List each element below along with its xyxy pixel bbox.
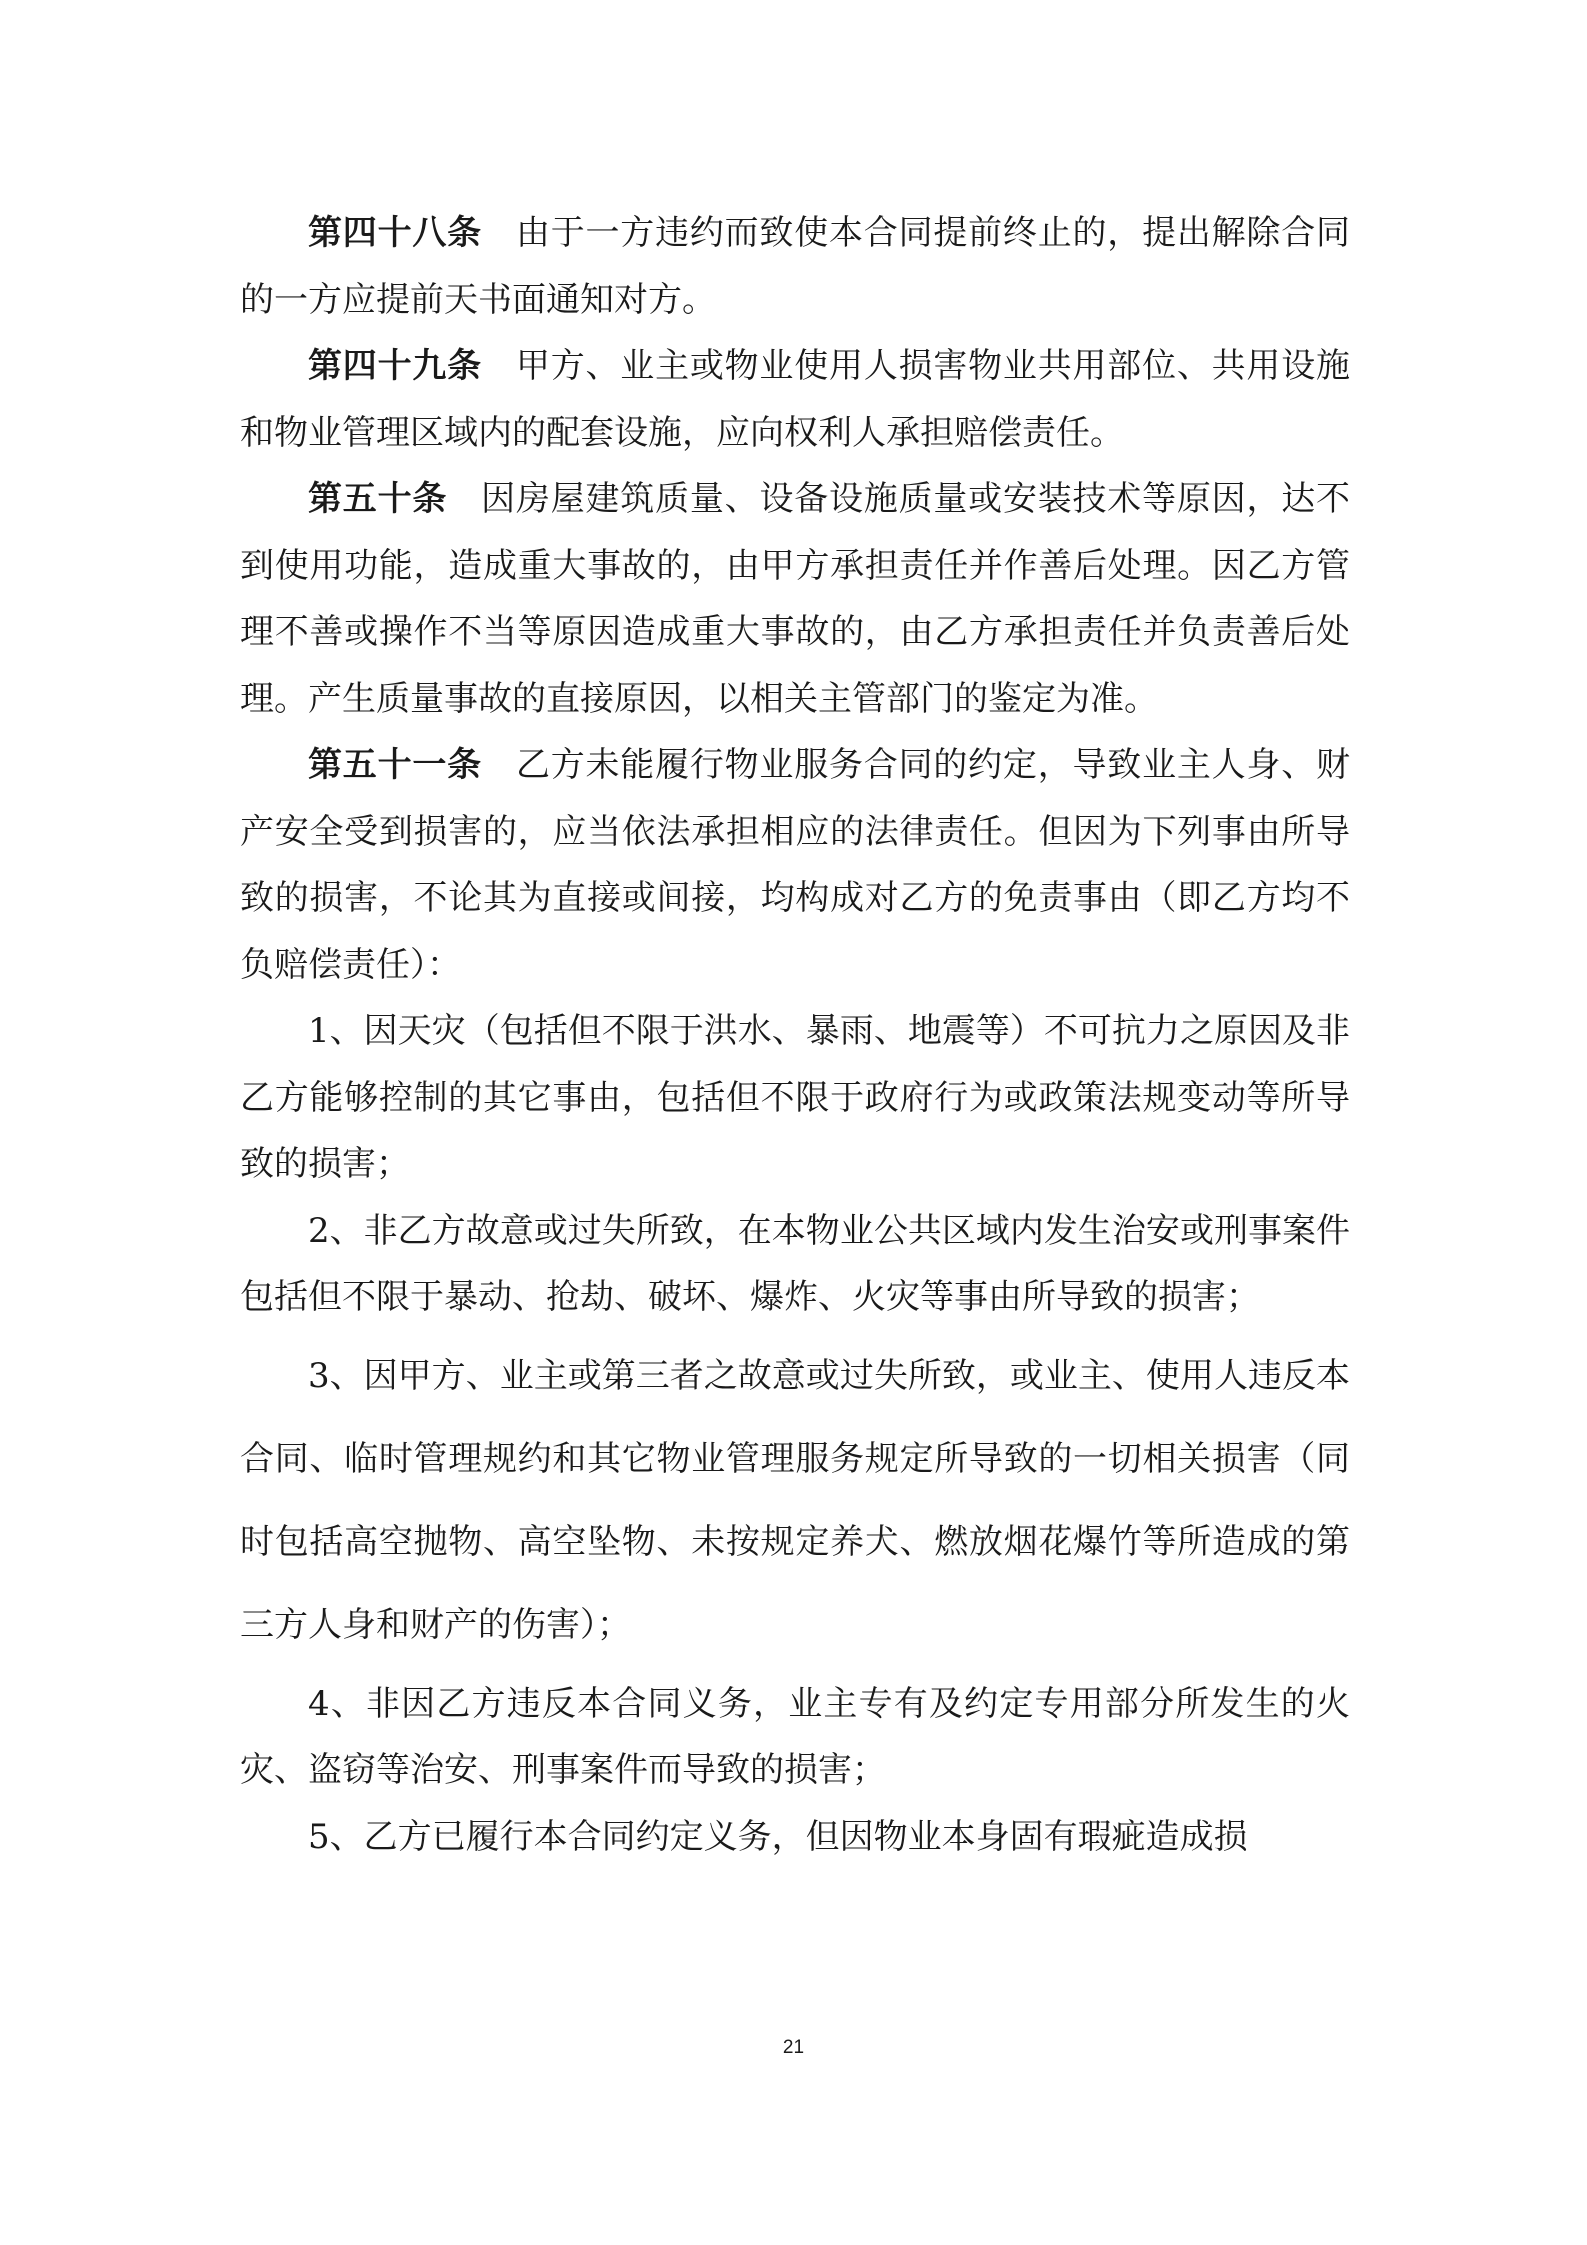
list-item-4: 4、非因乙方违反本合同义务，业主专有及约定专用部分所发生的火灾、盗窃等治安、刑事案件而导致的损害； — [240, 1683, 1350, 1790]
list-item-5: 5、乙方已履行本合同约定义务，但因物业本身固有瑕疵造成损 — [308, 1816, 1248, 1857]
list-item-1: 1、因天灾（包括但不限于洪水、暴雨、地震等）不可抗力之原因及非乙方能够控制的其它事由，包括但不限于政府行为或政策法规变动等所导致的损害； — [240, 1011, 1350, 1184]
article-51-text: 乙方未能履行物业服务合同的约定，导致业主人身、财产安全受到损害的，应当依法承担相应的法律责任。但因为下列事由所导致的损害，不论其为直接或间接，均构成对乙方的免责事由（即乙方均不负赔偿责任）： — [240, 745, 1351, 985]
document-body — [240, 200, 1350, 1870]
article-49-heading: 第四十九条 — [308, 346, 482, 386]
list-item-3: 3、因甲方、业主或第三者之故意或过失所致，或业主、使用人违反本合同、临时管理规约和其它物业管理服务规定所导致的一切相关损害（同时包括高空抛物、高空坠物、未按规定养犬、燃放烟花爆竹等所造成的第三方人身和财产的伤害）； — [240, 1355, 1350, 1645]
article-49-paragraph — [240, 333, 1350, 466]
article-48-paragraph — [240, 200, 1350, 333]
article-51-heading: 第五十一条 — [308, 745, 482, 785]
article-49-text: 甲方、业主或物业使用人损害物业共用部位、共用设施和物业管理区域内的配套设施，应向权利人承担赔偿责任。 — [240, 346, 1351, 453]
article-50-text: 因房屋建筑质量、设备设施质量或安装技术等原因，达不到使用功能，造成重大事故的，由甲方承担责任并作善后处理。因乙方管理不善或操作不当等原因造成重大事故的，由乙方承担责任并负责善后处理。产生质量事故的直接原因，以相关主管部门的鉴定为准。 — [240, 479, 1351, 719]
article-48-text: 由于一方违约而致使本合同提前终止的，提出解除合同的一方应提前天书面通知对方。 — [240, 213, 1351, 320]
list-item-2: 2、非乙方故意或过失所致，在本物业公共区域内发生治安或刑事案件包括但不限于暴动、抢劫、破坏、爆炸、火灾等事由所导致的损害； — [240, 1210, 1350, 1317]
article-51-paragraph — [240, 732, 1350, 998]
page-number: 21 — [782, 2037, 805, 2058]
article-48-heading: 第四十八条 — [308, 213, 482, 253]
article-50-heading: 第五十条 — [308, 479, 448, 519]
article-50-paragraph — [240, 466, 1350, 732]
